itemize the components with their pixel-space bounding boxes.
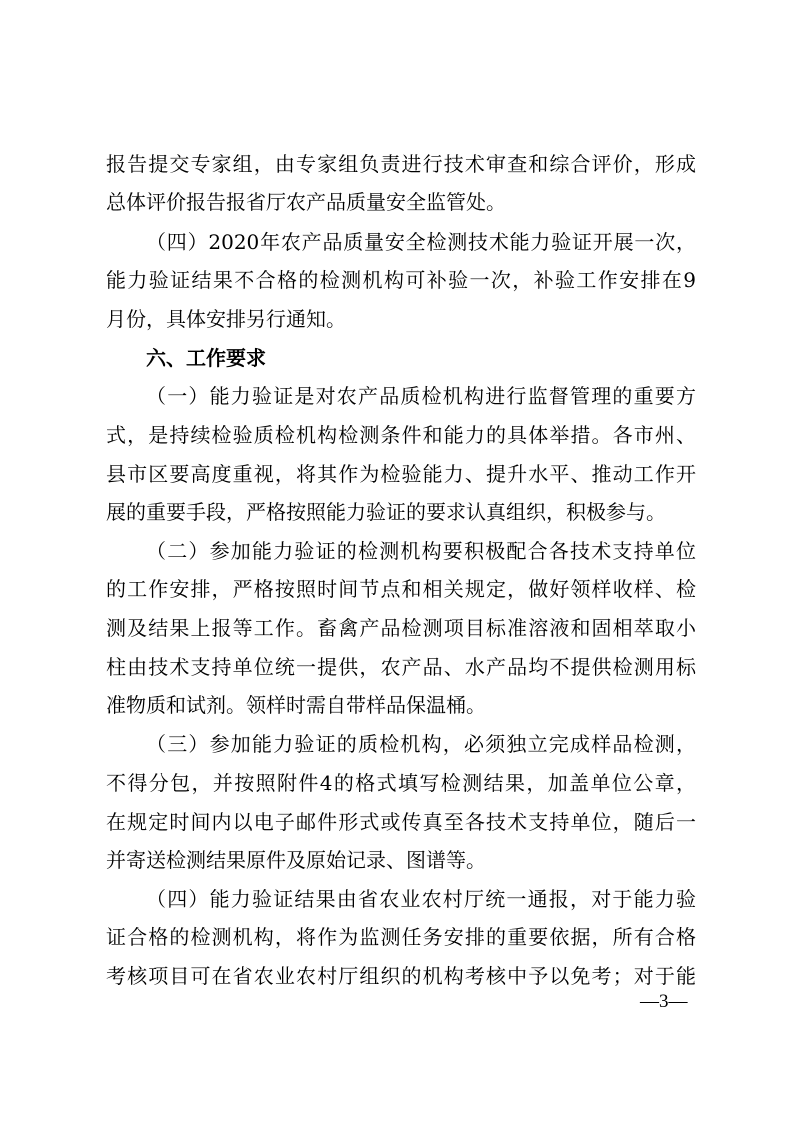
paragraph-first-line: （四）能力验证结果由省农业农村厅统一通报，对于能力验 [146, 887, 696, 911]
body-line: 并寄送检测结果原件及原始记录、图谱等。 [106, 848, 486, 872]
body-line: 的工作安排，严格按照时间节点和相关规定，做好领样收样、检 [106, 577, 696, 601]
body-line: 展的重要手段，严格按照能力验证的要求认真组织，积极参与。 [106, 500, 666, 524]
body-line: 总体评价报告报省厅农产品质量安全监管处。 [106, 190, 506, 214]
body-line: 报告提交专家组，由专家组负责进行技术审查和综合评价，形成 [106, 152, 696, 176]
body-line: 在规定时间内以电子邮件形式或传真至各技术支持单位，随后一 [106, 810, 696, 834]
body-line: 测及结果上报等工作。畜禽产品检测项目标准溶液和固相萃取小 [106, 616, 696, 640]
body-line: 考核项目可在省农业农村厅组织的机构考核中予以免考；对于能 [106, 964, 696, 988]
body-line: 式，是持续检验质检机构检测条件和能力的具体举措。各市州、 [106, 423, 696, 447]
body-line: 能力验证结果不合格的检测机构可补验一次，补验工作安排在9 [106, 268, 696, 292]
paragraph-first-line: （四）2020年农产品质量安全检测技术能力验证开展一次， [146, 230, 696, 254]
body-line: 柱由技术支持单位统一提供，农产品、水产品均不提供检测用标 [106, 655, 696, 679]
paragraph-first-line: （三）参加能力验证的质检机构，必须独立完成样品检测， [146, 732, 696, 756]
body-line: 月份，具体安排另行通知。 [106, 307, 346, 331]
paragraph-first-line: （一）能力验证是对农产品质检机构进行监督管理的重要方 [146, 384, 696, 408]
paragraph-first-line: （二）参加能力验证的检测机构要积极配合各技术支持单位 [146, 539, 696, 563]
section-heading: 六、工作要求 [146, 346, 266, 370]
body-line: 县市区要高度重视，将其作为检验能力、提升水平、推动工作开 [106, 462, 696, 486]
body-line: 证合格的检测机构，将作为监测任务安排的重要依据，所有合格 [106, 925, 696, 949]
body-line: 不得分包，并按照附件4的格式填写检测结果，加盖单位公章， [106, 771, 696, 795]
body-line: 准物质和试剂。领样时需自带样品保温桶。 [106, 693, 486, 717]
page-number: —3— [640, 991, 688, 1012]
